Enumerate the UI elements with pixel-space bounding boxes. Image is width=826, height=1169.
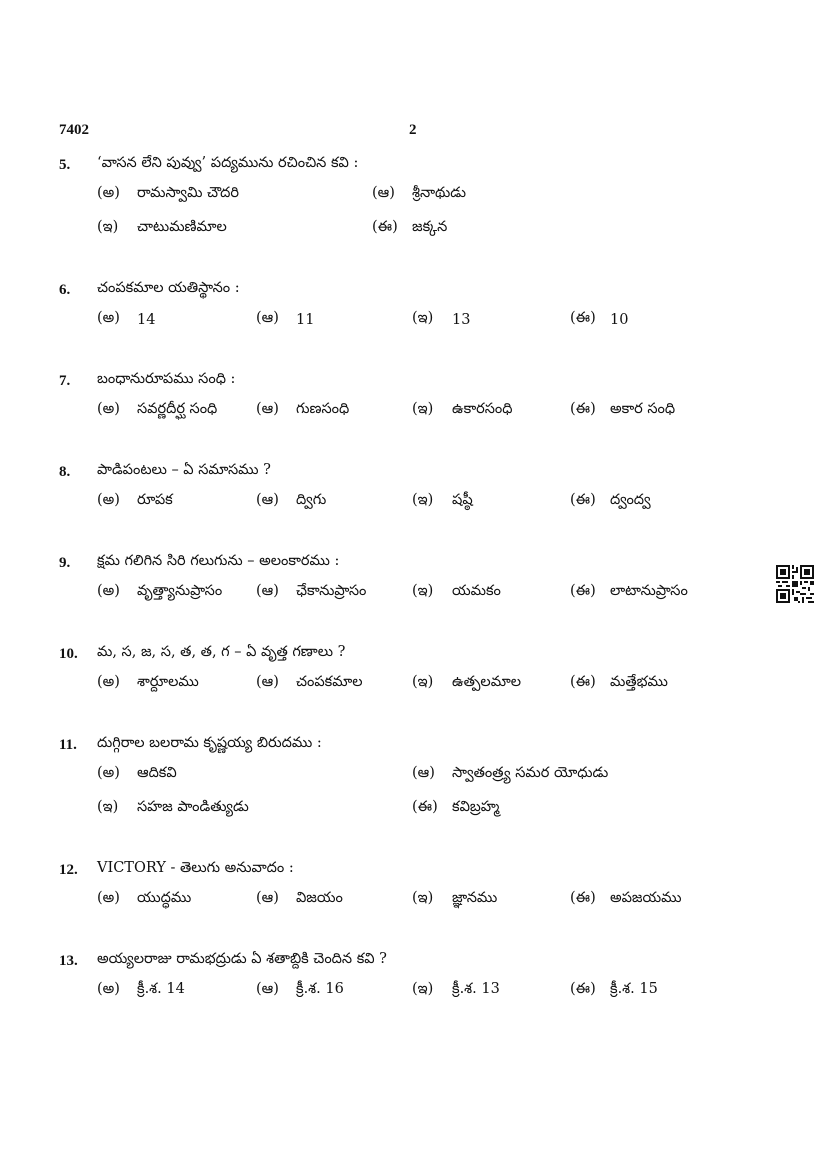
question-text: పాడిపంటలు – ఏ సమాసము ? [97, 462, 271, 478]
question-number: 9. [59, 554, 71, 571]
question-number: 5. [59, 156, 71, 173]
option-a: (అ) వృత్త్యానుప్రాసం [97, 583, 223, 599]
option-aa: (ఆ) క్రీ.శ. 16 [256, 981, 344, 997]
question-6 [59, 276, 759, 338]
question-9 [59, 549, 759, 611]
question-5 [59, 151, 759, 247]
question-number: 6. [59, 281, 71, 298]
paper-code: 7402 [59, 122, 89, 138]
option-ii: (ఈ) అకార సంధి [570, 401, 676, 417]
option-aa: (ఆ) విజయం [256, 890, 343, 906]
option-ii: (ఈ) కవిబ్రహ్మ [412, 799, 500, 815]
option-a: (అ) క్రీ.శ. 14 [97, 981, 185, 997]
option-a: (అ) యుద్ధము [97, 890, 192, 906]
question-number: 8. [59, 463, 71, 480]
option-i: (ఇ) షష్ఠీ [412, 492, 473, 508]
option-aa: (ఆ) ఛేకానుప్రాసం [256, 583, 367, 599]
question-text: క్షమ గలిగిన సిరి గలుగును – అలంకారము : [97, 553, 340, 569]
question-8 [59, 458, 759, 520]
option-ii: (ఈ) ద్వంద్వ [570, 492, 651, 508]
question-10 [59, 640, 759, 702]
option-ii: (ఈ) మత్తేభము [570, 674, 668, 690]
question-text: చంపకమాల యతిస్థానం : [97, 280, 240, 296]
option-a: (అ) రామస్వామి చౌదరి [97, 185, 239, 201]
option-i: (ఇ) యమకం [412, 583, 501, 599]
option-i: (ఇ) చాటుమణిమాల [97, 219, 227, 235]
option-a: (అ) సవర్ణదీర్ఘ సంధి [97, 401, 218, 417]
option-a: (అ) శార్దూలము [97, 674, 199, 690]
question-13 [59, 947, 759, 1009]
question-text: మ, స, జ, స, త, త, గ – ఏ వృత్త గణాలు ? [97, 644, 346, 660]
question-text: దుగ్గిరాల బలరామ కృష్ణయ్య బిరుదము : [97, 735, 322, 751]
question-7 [59, 367, 759, 429]
option-ii: (ఈ) జక్కన [372, 219, 448, 235]
qr-code [776, 565, 814, 603]
option-a: (అ) ఆదికవి [97, 765, 177, 781]
question-11 [59, 731, 759, 827]
option-i: (ఇ) ఉకారసంధి [412, 401, 513, 417]
question-text: బంధానురూపము సంధి : [97, 371, 236, 387]
option-aa: (ఆ) శ్రీనాథుడు [372, 185, 467, 201]
question-number: 12. [59, 861, 78, 878]
option-i: (ఇ) జ్ఞానము [412, 890, 498, 906]
page-number: 2 [409, 122, 417, 138]
question-text: ‘వాసన లేని పువ్వు’ పద్యమును రచించిన కవి : [97, 155, 359, 171]
option-aa: (ఆ) ద్విగు [256, 492, 327, 508]
question-text: అయ్యలరాజు రామభద్రుడు ఏ శతాబ్దికి చెందిన కవి ? [97, 951, 387, 967]
option-a: (అ) రూపక [97, 492, 173, 508]
question-text: VICTORY - తెలుగు అనువాదం : [97, 860, 294, 876]
question-number: 13. [59, 952, 78, 969]
option-a: (అ) 14 [97, 310, 156, 328]
question-number: 7. [59, 372, 71, 389]
question-12 [59, 856, 759, 918]
question-number: 10. [59, 645, 78, 662]
option-i: (ఇ) 13 [412, 310, 471, 328]
option-ii: (ఈ) అపజయము [570, 890, 682, 906]
option-i: (ఇ) క్రీ.శ. 13 [412, 981, 500, 997]
option-aa: (ఆ) స్వాతంత్ర్య సమర యోధుడు [412, 765, 609, 781]
option-aa: (ఆ) 11 [256, 310, 315, 328]
option-i: (ఇ) సహజ పాండిత్యుడు [97, 799, 249, 815]
option-aa: (ఆ) గుణసంధి [256, 401, 350, 417]
option-i: (ఇ) ఉత్పలమాల [412, 674, 521, 690]
option-aa: (ఆ) చంపకమాల [256, 674, 363, 690]
option-ii: (ఈ) క్రీ.శ. 15 [570, 981, 658, 997]
option-ii: (ఈ) 10 [570, 310, 629, 328]
option-ii: (ఈ) లాటానుప్రాసం [570, 583, 688, 599]
question-number: 11. [59, 736, 77, 753]
